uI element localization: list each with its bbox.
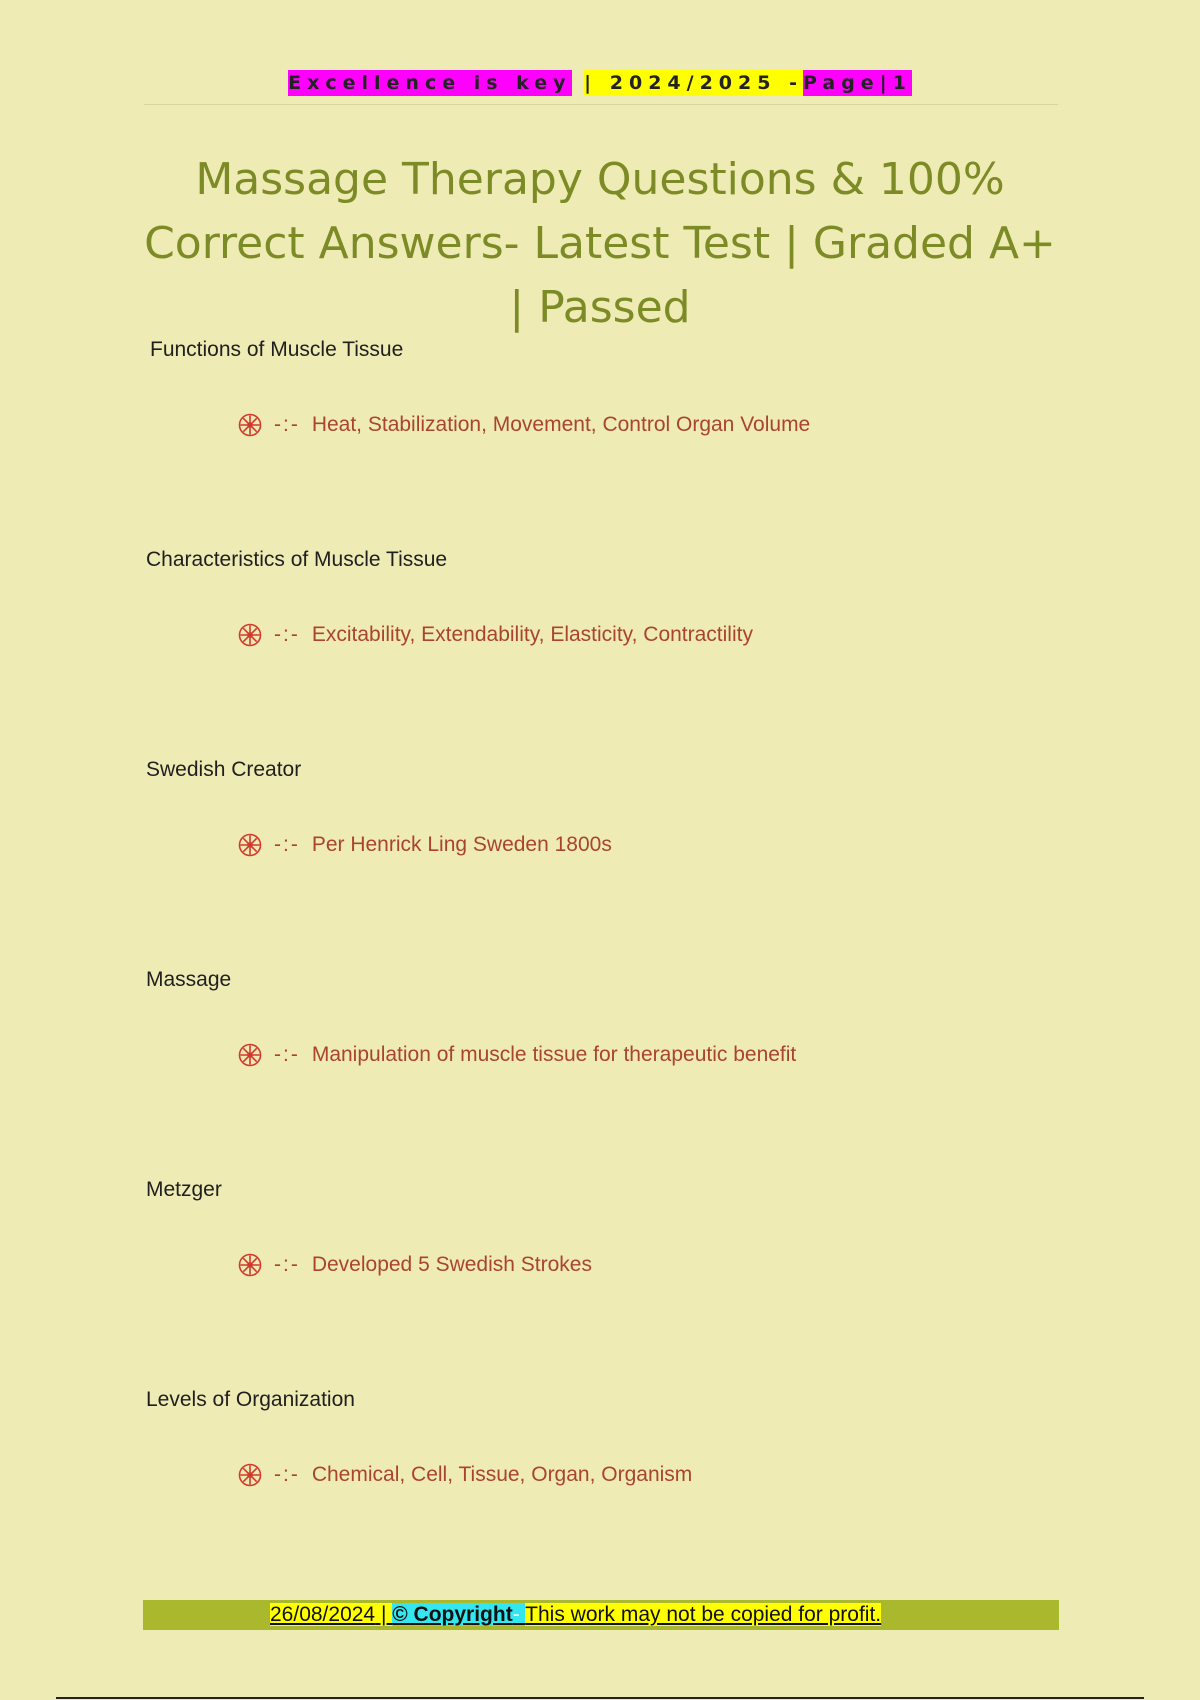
wheel-bullet-icon: [238, 1463, 262, 1487]
header-brand: Excellence is key: [288, 72, 572, 94]
page-bottom-divider: [56, 1697, 1144, 1699]
question-text: Metzger: [146, 1178, 222, 1201]
answer-separator: -:-: [274, 1463, 300, 1486]
footer: [270, 1600, 881, 1630]
header-year: 2024/2025: [609, 72, 777, 94]
wheel-bullet-icon: [238, 1043, 262, 1067]
title-line-3: | Passed: [509, 282, 691, 333]
header-page-number: 1: [892, 72, 912, 94]
question-text: Levels of Organization: [146, 1388, 355, 1411]
answer-separator: -:-: [274, 413, 300, 436]
wheel-bullet-icon: [238, 413, 262, 437]
wheel-bullet-icon: [238, 833, 262, 857]
answer-row: [238, 831, 612, 859]
document-title: [140, 148, 1060, 340]
question-text: Functions of Muscle Tissue: [150, 338, 404, 361]
answer-row: [238, 621, 753, 649]
footer-notice: This work may not be copied for profit.: [525, 1603, 882, 1626]
page-header: [0, 70, 1200, 96]
answer-text: Manipulation of muscle tissue for therapeutic benefit: [311, 1043, 797, 1066]
footer-date: 26/08/2024: [270, 1603, 376, 1626]
answer-row: [238, 1041, 796, 1069]
answer-separator: -:-: [274, 833, 300, 856]
answer-text: Excitability, Extendability, Elasticity, Contractility: [311, 623, 753, 646]
wheel-bullet-icon: [238, 1253, 262, 1277]
answer-text: Developed 5 Swedish Strokes: [311, 1253, 592, 1276]
footer-copyright: © Copyright-: [392, 1603, 526, 1626]
header-page-label: Page|1: [802, 72, 912, 94]
header-separator: | 2024/2025 -: [584, 72, 803, 94]
question-text: Characteristics of Muscle Tissue: [146, 548, 448, 571]
title-line-1: Massage Therapy Questions & 100%: [195, 154, 1005, 205]
answer-text: Heat, Stabilization, Movement, Control Organ Volume: [311, 413, 811, 436]
answer-separator: -:-: [274, 623, 300, 646]
answer-row: [238, 1461, 692, 1489]
answer-text: Chemical, Cell, Tissue, Organ, Organism: [311, 1463, 693, 1486]
question-text: Massage: [146, 968, 232, 991]
answer-row: [238, 411, 810, 439]
footer-pipe: |: [375, 1603, 393, 1626]
header-divider: [144, 104, 1058, 105]
wheel-bullet-icon: [238, 623, 262, 647]
question-text: Swedish Creator: [146, 758, 302, 781]
answer-separator: -:-: [274, 1043, 300, 1066]
title-line-2: Correct Answers- Latest Test | Graded A+: [144, 218, 1056, 269]
answer-row: [238, 1251, 592, 1279]
answer-text: Per Henrick Ling Sweden 1800s: [311, 833, 612, 856]
answer-separator: -:-: [274, 1253, 300, 1276]
